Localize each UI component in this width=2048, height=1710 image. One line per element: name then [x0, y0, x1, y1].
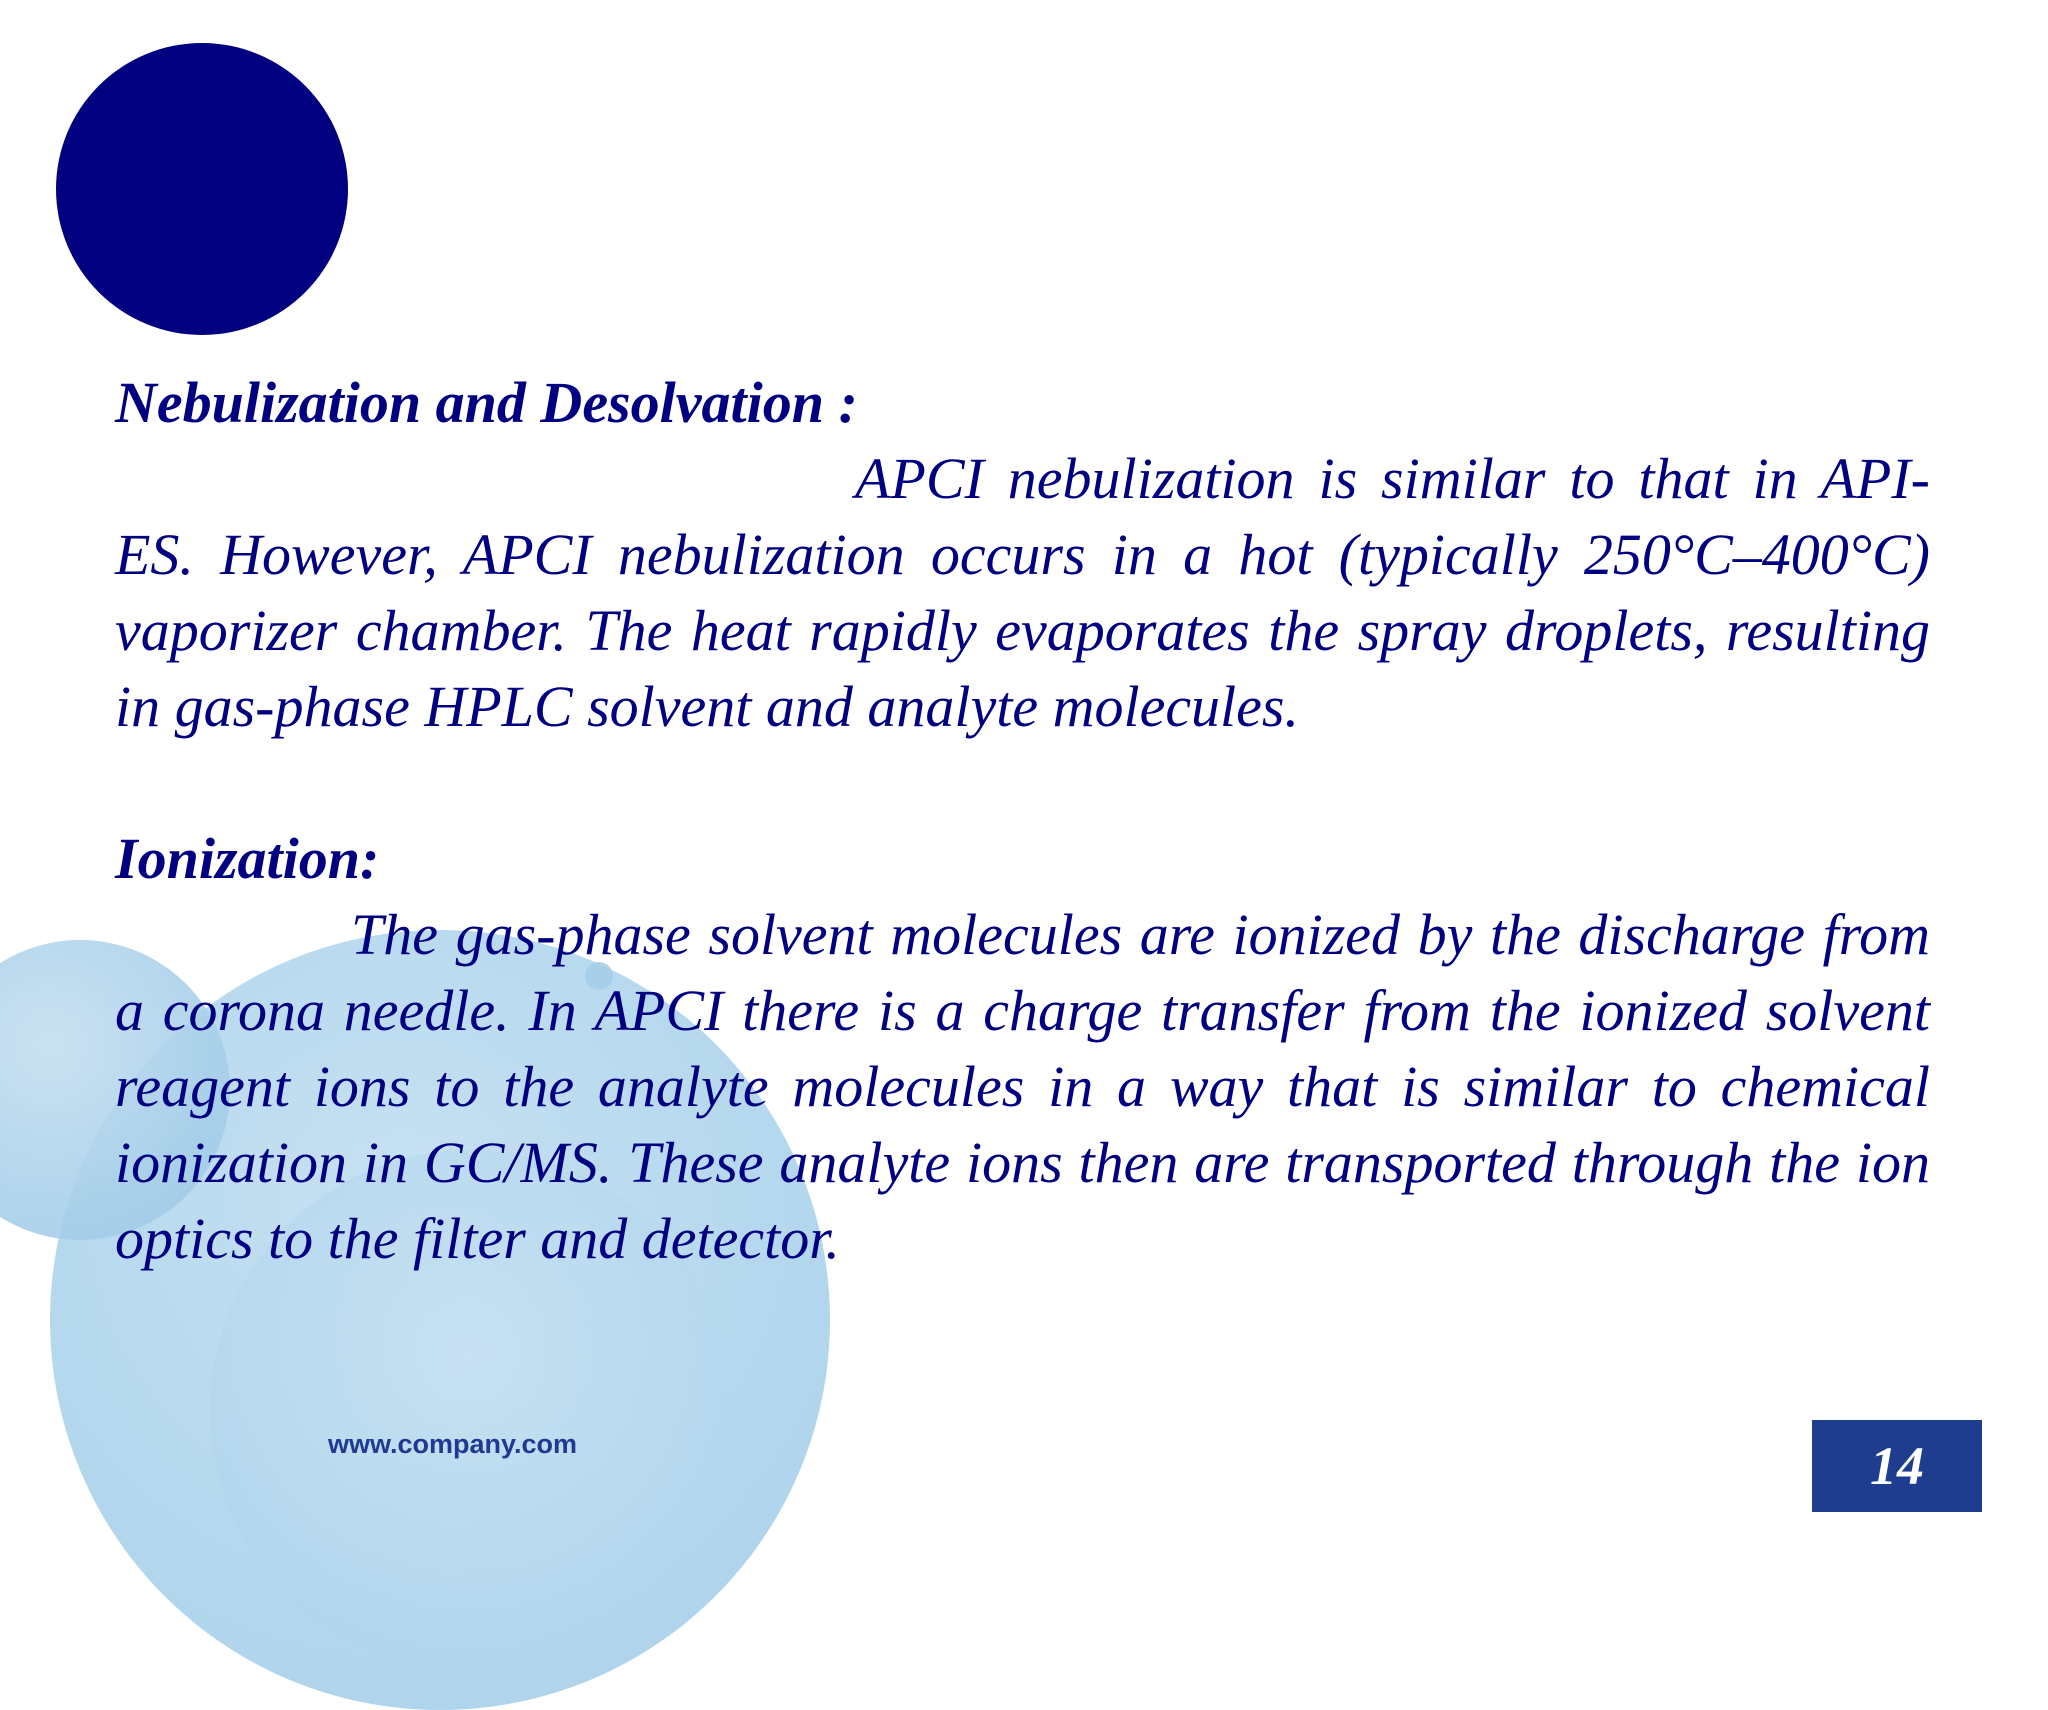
section-spacer	[115, 745, 1930, 821]
slide-body	[115, 365, 1930, 1277]
section-body-ionization: The gas-phase solvent molecules are ionized by the discharge from a corona needle. In APCI there is a charge transfer from the ionized solvent reagent ions to the analyte molecules in a way that is similar to chemical ionization in GC/MS. These analyte ions then are transported through the ion optics to the filter and detector.	[115, 902, 1930, 1271]
page-number-badge	[1812, 1420, 1982, 1512]
footer-url[interactable]: www.company.com	[328, 1429, 578, 1459]
section-body-nebulization: APCI nebulization is similar to that in API-ES. However, APCI nebulization occurs in a hot (typically 250°C–400°C) vaporizer chamber. The heat rapidly evaporates the spray droplets, resulting in gas-phase HPLC solvent and analyte molecules.	[115, 446, 1930, 739]
section-heading-nebulization: Nebulization and Desolvation :	[115, 370, 858, 435]
page-number: 14	[1870, 1436, 1924, 1496]
section-heading-ionization: Ionization:	[115, 826, 380, 891]
decorative-circle	[56, 43, 348, 335]
